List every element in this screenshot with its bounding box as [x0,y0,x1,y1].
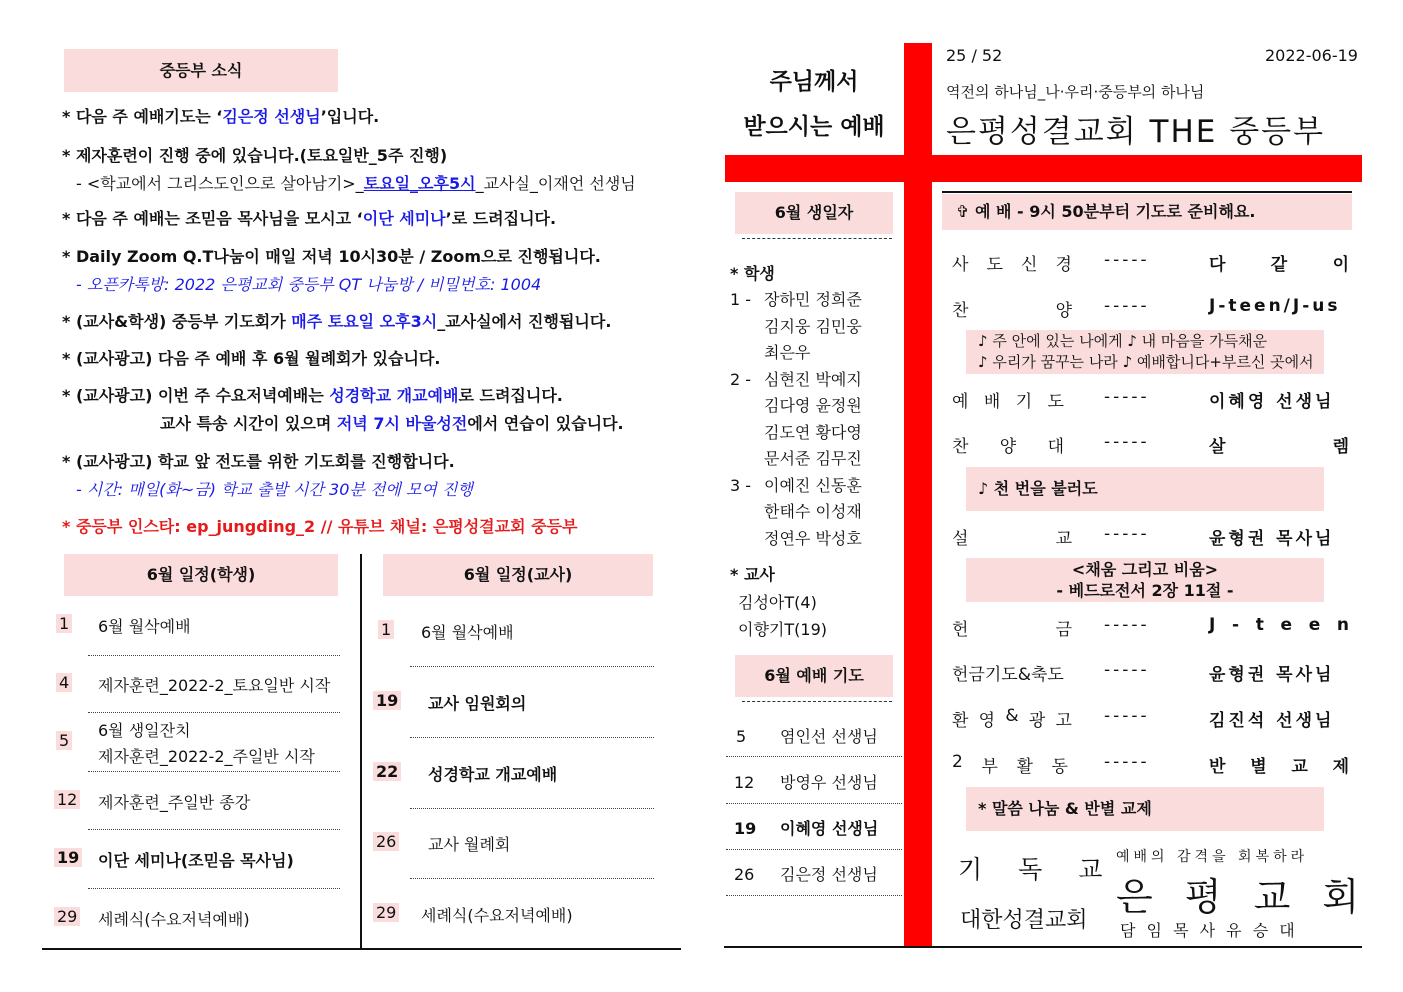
news-item: * Daily Zoom Q.T나눔이 매일 저녁 10시30분 / Zoom으로 진행됩니다. [62,247,601,266]
schedule-row: 22 [373,762,401,781]
news-item: * 다음 주 예배기도는 ‘김은정 선생님’입니다. [62,107,380,126]
bottom-rule [724,946,1362,948]
activity-note: * 말씀 나눔 & 반별 교제 [966,787,1324,831]
schedule-event: 제자훈련_2022-2_주일반 시작 [98,747,315,766]
student-schedule-title: 6월 일정(학생) [64,554,338,596]
sermon-box [966,558,1324,602]
order-row: 2 부 활 동 ----- 반 별 교 제 [952,752,1349,777]
news-item: * 다음 주 예배는 조믿음 목사님을 모시고 ‘이단 세미나’로 드려집니다. [62,209,557,228]
news-subitem: - <학교에서 그리스도인으로 살아남기>_토요일_오후5시_교사실_이재언 선생님 [76,174,636,193]
news-item: * (교사광고) 이번 주 수요저녁예배는 성경학교 개교예배로 드려집니다. [62,386,563,405]
divider [410,878,654,879]
teacher-birthday-list: 김성아T(4) 이향기T(19) [738,593,827,639]
divider [88,829,340,830]
bottom-rule [42,948,681,950]
order-label: 사 도 신 경 [952,255,1072,275]
schedule-row: 5 [56,731,72,750]
divider [726,756,902,757]
schedule-row: 12 [54,790,80,809]
top-rule [942,191,1352,193]
news-subitem: - 시간: 매일(화~금) 학교 출발 시간 30분 전에 모여 진행 [76,480,473,499]
teacher-schedule-title: 6월 일정(교사) [383,554,653,596]
schedule-row: 29 [373,903,399,922]
divider [726,895,902,896]
divider [88,655,340,656]
divider [726,803,902,804]
order-row: 설 교 ----- 윤형권 목사님 [952,524,1335,549]
footer-denomination-2: 대한성결교회 [960,908,1088,933]
order-row: 사 도 신 경 ----- 다 같 이 [952,250,1349,275]
students-label: * 학생 [730,264,775,283]
schedule-event: 성경학교 개교예배 [428,765,558,784]
schedule-event: 제자훈련_주일반 종강 [98,793,251,812]
issue-number: 25 / 52 [946,46,1003,65]
schedule-event: 교사 임원회의 [428,694,527,713]
order-row: 헌금기도&축도 ----- 윤형권 목사님 [952,660,1335,685]
motto: 역전의 하나님_나·우리·중등부의 하나님 [946,83,1205,101]
news-item: * 제자훈련이 진행 중에 있습니다.(토요일반_5주 진행) [62,146,448,165]
dotted-divider [742,701,892,702]
schedule-event: 이단 세미나(조믿음 목사님) [98,851,294,870]
divider [88,771,340,772]
song-list: ♪ 주 안에 있는 나에게 ♪ 내 마음을 가득채운 ♪ 우리가 꿈꾸는 나라 ♪ 예배합니다+부르신 곳에서 [966,330,1324,374]
divider [88,888,340,889]
schedule-event: 제자훈련_2022-2_토요일반 시작 [98,676,331,695]
schedule-row: 1 [378,620,394,639]
news-item: * (교사광고) 다음 주 예배 후 6월 월례회가 있습니다. [62,349,441,368]
prayer-row: 19 이혜영 선생님 [734,819,879,838]
birthday-title: 6월 생일자 [735,192,893,234]
news-item-continued: 교사 특송 시간이 있으며 저녁 7시 바울성전에서 연습이 있습니다. [160,414,624,433]
page-heading: 주님께서 받으시는 예배 [743,69,885,140]
schedule-row: 19 [373,691,401,710]
schedule-event: 6월 월삭예배 [421,623,514,642]
footer-slogan: 예배의 감격을 회복하라 [1116,849,1309,865]
divider [410,666,654,667]
schedule-event: 세례식(수요저녁예배) [421,906,573,925]
church-title: 은평성결교회 THE 중등부 [946,114,1326,150]
divider [726,849,902,850]
schedule-row: 1 [56,614,72,633]
divider [410,737,654,738]
footer-pastor: 담 임 목 사 유 승 대 [1120,921,1298,940]
schedule-row: 29 [54,907,80,926]
order-performer: 다 같 이 [1209,255,1349,275]
divider [88,712,340,713]
prayer-title: 6월 예배 기도 [735,655,893,697]
news-title: 중등부 소식 [64,49,338,92]
prayer-row: 5 염인선 선생님 [736,727,878,746]
column-divider [360,554,362,950]
schedule-event: 세례식(수요저녁예배) [98,910,250,929]
news-subitem: - 오픈카톡방: 2022 은평교회 중등부 QT 나눔방 / 비밀번호: 1004 [76,275,542,294]
news-item: * (교사광고) 학교 앞 전도를 위한 기도회를 진행합니다. [62,452,455,471]
schedule-event: 6월 생일잔치 [98,721,191,740]
divider [410,808,654,809]
schedule-row: 4 [56,673,72,692]
prayer-row: 26 김은정 선생님 [734,865,878,884]
sermon-title: <채움 그리고 비움> [1071,560,1219,579]
order-row: 찬 양 ----- J-teen/J-us [952,296,1341,321]
student-birthday-list: 1 - 장하민 정희준 김지웅 김민웅 최은우 2 - 심현진 박예지 김다영 윤정원 김도연 황다영 문서준 김무진 3 - 이예진 신동훈 한태수 이성재 정연우 박성호 [730,290,862,548]
order-row: 찬 양 대 ----- 살 렘 [952,432,1349,457]
issue-date: 2022-06-19 [1265,46,1358,65]
choir-song: ♪ 천 번을 불러도 [966,467,1324,511]
footer-denomination-1: 기 독 교 [958,855,1117,884]
prayer-row: 12 방영우 선생님 [734,773,878,792]
social-media-notice: * 중등부 인스타: ep_jungding_2 // 유튜브 채널: 은평성결교회 중등부 [62,517,578,536]
schedule-event: 교사 월례회 [428,835,511,854]
order-row: 환 영 & 광 고 ----- 김진석 선생님 [952,706,1335,731]
schedule-row: 19 [54,848,82,867]
teachers-label: * 교사 [730,565,775,584]
footer-church-name: 은 평 교 회 [1116,875,1370,919]
worship-notice: ✞ 예 배 - 9시 50분부터 기도로 준비해요. [942,194,1352,230]
dotted-divider [742,238,892,239]
order-row: 헌 금 ----- J - t e e n [952,615,1349,640]
schedule-event: 6월 월삭예배 [98,617,191,636]
schedule-row: 26 [373,832,399,851]
cross-horizontal-bar [725,155,1362,182]
order-row: 예 배 기 도 ----- 이혜영 선생님 [952,387,1335,412]
sermon-text: - 베드로전서 2장 11절 - [1056,581,1234,600]
news-item: * (교사&학생) 중등부 기도회가 매주 토요일 오후3시_교사실에서 진행됩니다. [62,312,612,331]
